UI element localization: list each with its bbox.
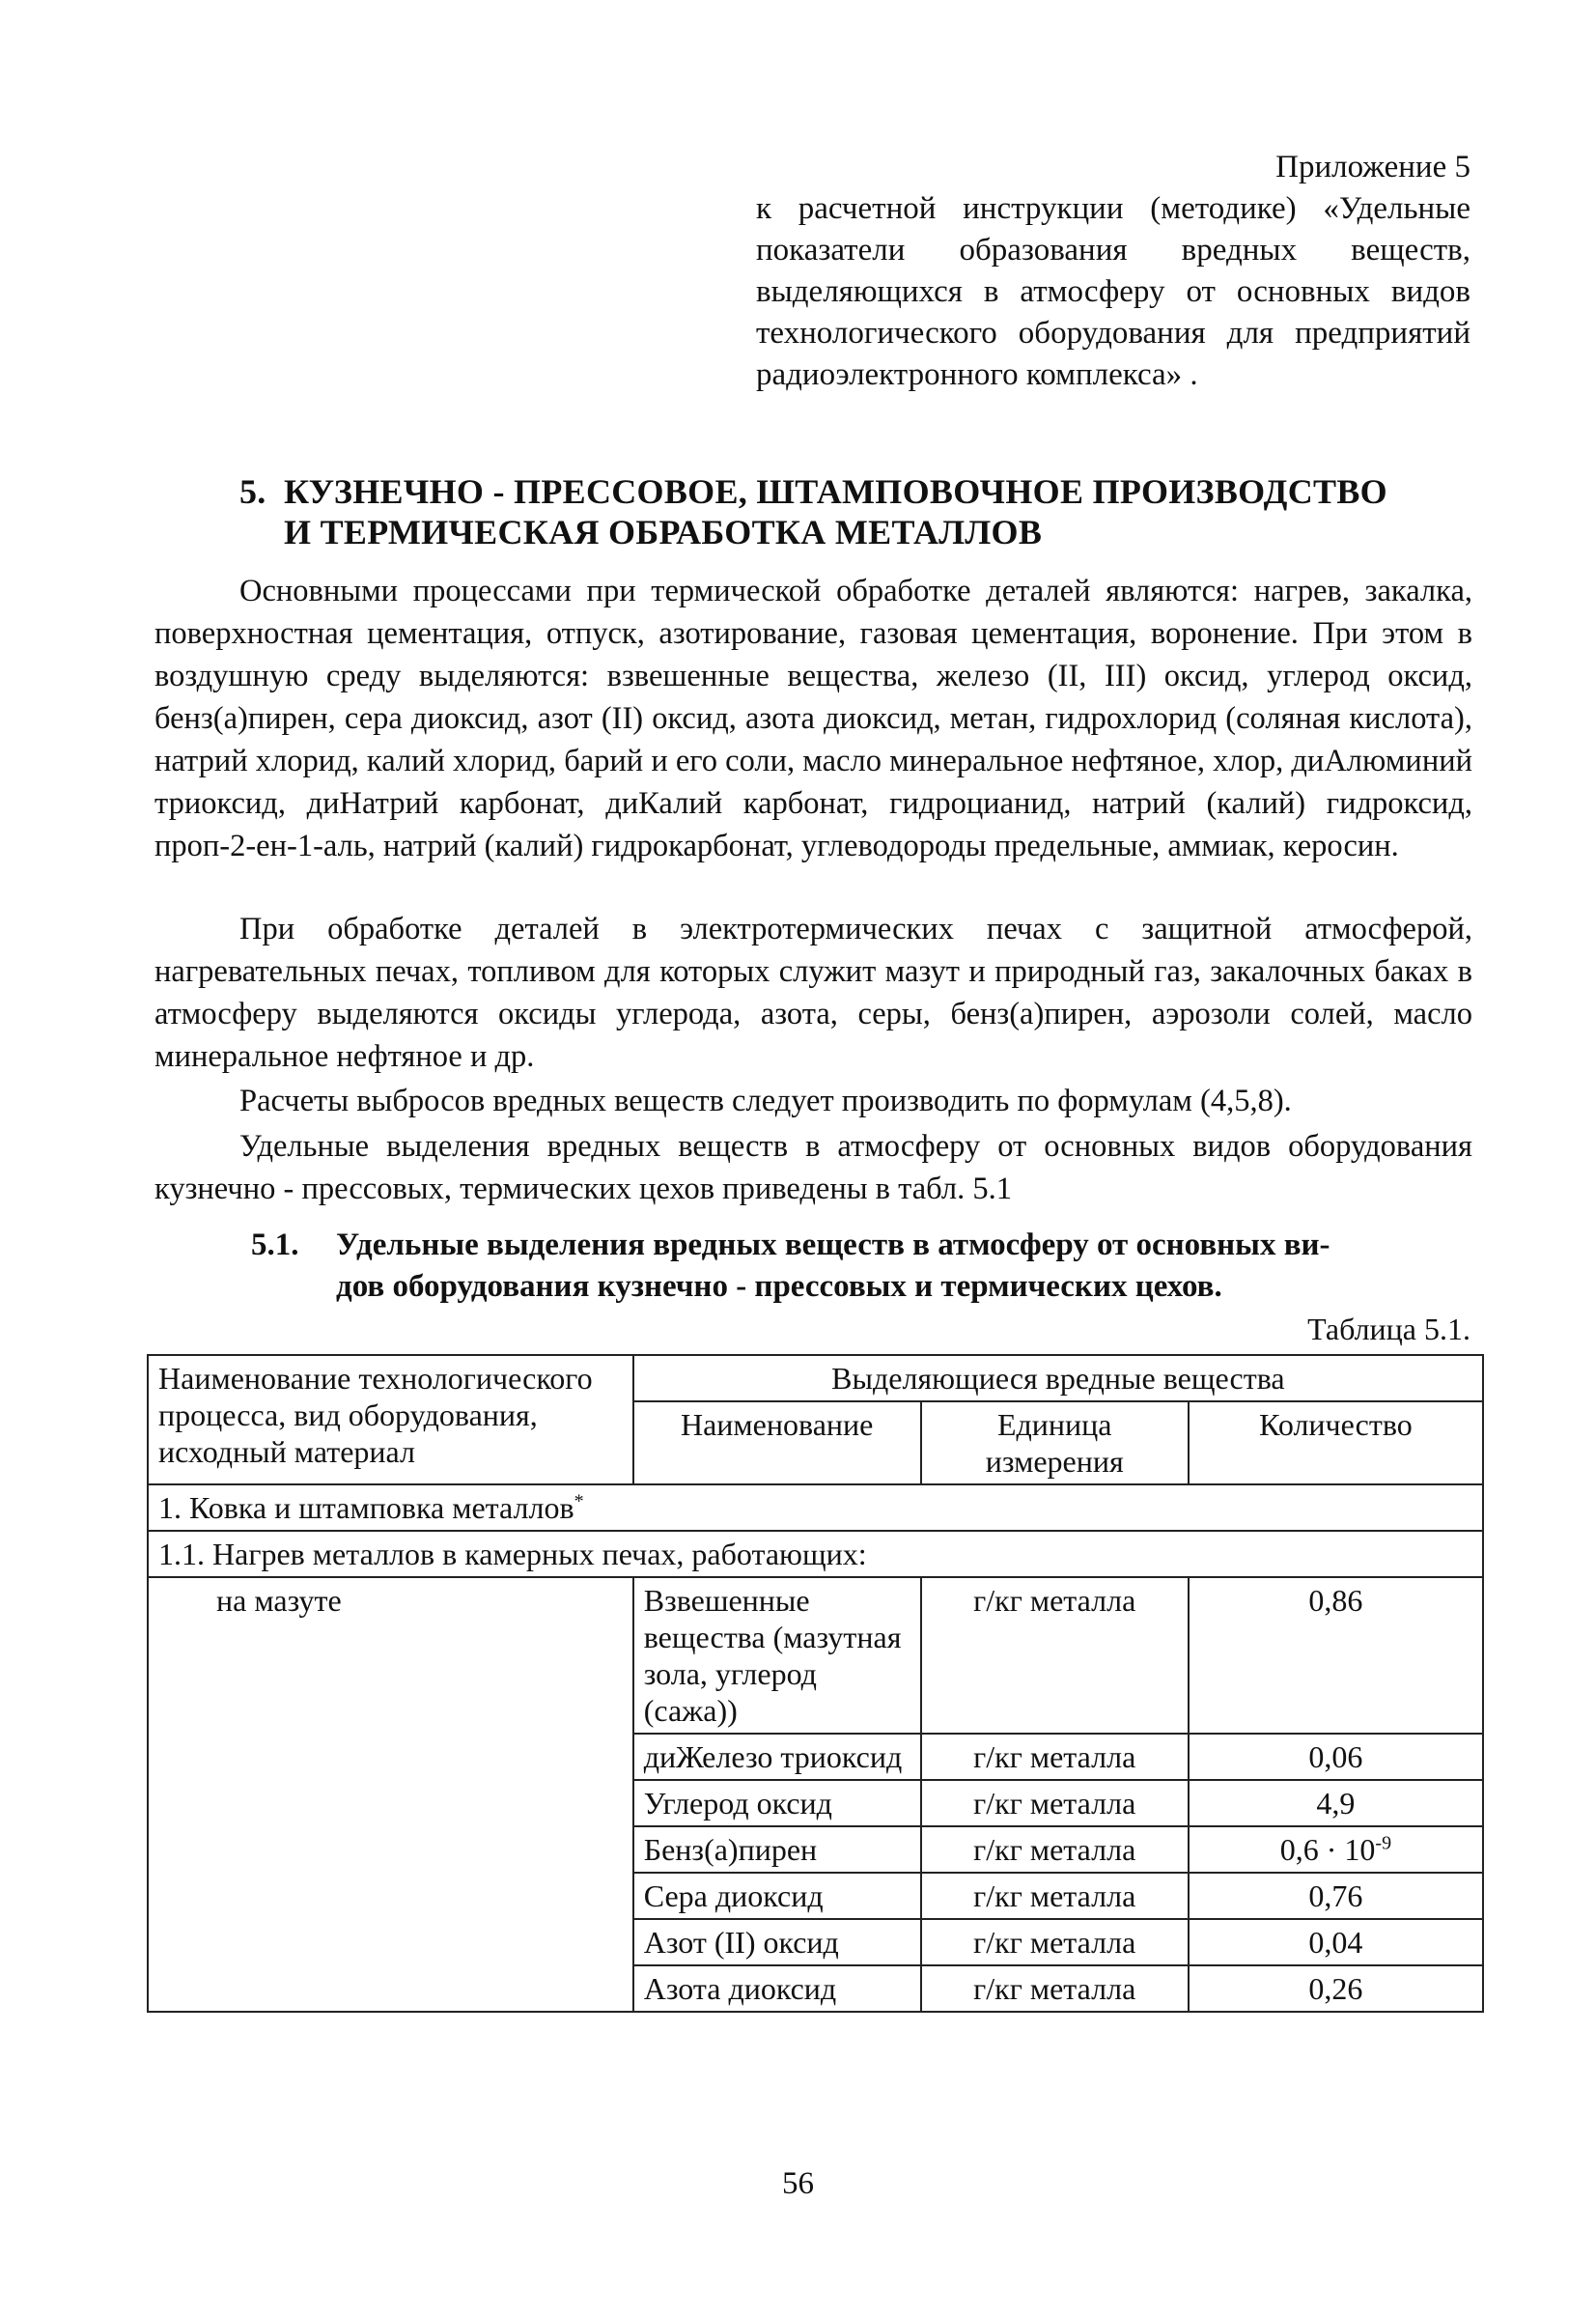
substance-name: Азот (II) оксид bbox=[633, 1919, 921, 1965]
substance-name: Углерод оксид bbox=[633, 1780, 921, 1826]
process-cell: на мазуте bbox=[148, 1577, 633, 2012]
unit-cell: г/кг металла bbox=[921, 1734, 1189, 1780]
section-title-line2: И ТЕРМИЧЕСКАЯ ОБРАБОТКА МЕТАЛЛОВ bbox=[284, 513, 1043, 551]
header-unit: Единица измерения bbox=[921, 1401, 1189, 1484]
emissions-table bbox=[147, 1354, 1484, 2013]
amount-mantissa: 0,6 · 10 bbox=[1279, 1832, 1376, 1867]
table-header-row bbox=[148, 1355, 1483, 1401]
amount-cell: 0,86 bbox=[1189, 1577, 1483, 1734]
paragraph: Основными процессами при термической обработке деталей являются: нагрев, закалка, поверхностная цементация, отпуск, азотирование, газовая цементация, воронение. При этом в воздушную среду выделяются: взвешенные вещества, железо (II, III) оксид, углерод оксид, бенз(а)пирен, сера диоксид, азот (II) оксид, азота диоксид, метан, гидрохлорид (соляная кислота), натрий хлорид, калий хлорид, барий и его соли, масло минеральное нефтяное, хлор, диАлюминий триоксид, диНатрий карбонат, диКалий карбонат, гидроцианид, натрий (калий) гидроксид, проп-2-ен-1-аль, натрий (калий) гидрокарбонат, углеводороды предельные, аммиак, керосин. bbox=[154, 574, 1472, 863]
amount-exponent: -9 bbox=[1375, 1832, 1392, 1854]
table-row bbox=[148, 1577, 1483, 1734]
paragraph: Удельные выделения вредных веществ в атмосферу от основных видов оборудования кузнечно - прессовых, термических цехов приведены в табл. 5.1 bbox=[154, 1129, 1472, 1206]
substance-name: диЖелезо триоксид bbox=[633, 1734, 921, 1780]
subsection-title-line1: Удельные выделения вредных веществ в атмосферу от основных ви- bbox=[336, 1228, 1330, 1262]
subsection-heading bbox=[251, 1225, 1443, 1308]
section-number: 5. bbox=[239, 472, 266, 511]
appendix-note bbox=[756, 147, 1470, 396]
amount-cell: 0,76 bbox=[1189, 1873, 1483, 1919]
amount-cell: 4,9 bbox=[1189, 1780, 1483, 1826]
section-row-text: 1. Ковка и штамповка металлов bbox=[158, 1490, 574, 1525]
appendix-label: Приложение 5 bbox=[1275, 150, 1470, 184]
paragraph: Расчеты выбросов вредных веществ следует производить по формулам (4,5,8). bbox=[239, 1084, 1292, 1118]
paragraph: При обработке деталей в электротермических печах с защитной атмосферой, нагревательных печах, топливом для которых служит мазут и природный газ, закалочных баках в атмосферу выделяются оксиды углерода, азота, серы, бенз(а)пирен, аэрозоли солей, масло минеральное нефтяное и др. bbox=[154, 912, 1472, 1074]
unit-cell: г/кг металла bbox=[921, 1965, 1189, 2012]
footnote-mark: * bbox=[574, 1490, 584, 1512]
subsection-row-text: 1.1. Нагрев металлов в камерных печах, работающих: bbox=[148, 1531, 1483, 1577]
unit-cell: г/кг металла bbox=[921, 1873, 1189, 1919]
unit-cell: г/кг металла bbox=[921, 1780, 1189, 1826]
header-name: Наименование bbox=[633, 1401, 921, 1484]
amount-cell: 0,06 bbox=[1189, 1734, 1483, 1780]
section-title-line1: КУЗНЕЧНО - ПРЕССОВОЕ, ШТАМПОВОЧНОЕ ПРОИЗВОДСТВО bbox=[284, 472, 1387, 511]
unit-cell: г/кг металла bbox=[921, 1826, 1189, 1873]
section-heading bbox=[239, 471, 1466, 552]
page-number: 56 bbox=[782, 2166, 814, 2201]
table-caption: Таблица 5.1. bbox=[1307, 1312, 1470, 1346]
header-process: Наименование технологического процесса, вид оборудования, исходный материал bbox=[148, 1355, 633, 1484]
appendix-text: к расчетной инструкции (методике) «Удельные показатели образования вредных веществ, выделяющихся в атмосферу от основных видов технологического оборудования для предприятий радиоэлектронного комплекса» . bbox=[756, 191, 1470, 392]
table-section-row bbox=[148, 1484, 1483, 1531]
subsection-number: 5.1. bbox=[251, 1228, 299, 1262]
subsection-title-line2: дов оборудования кузнечно - прессовых и термических цехов. bbox=[336, 1269, 1222, 1304]
amount-cell: 0,04 bbox=[1189, 1919, 1483, 1965]
substance-name: Азота диоксид bbox=[633, 1965, 921, 2012]
amount-cell bbox=[1189, 1826, 1483, 1873]
header-group: Выделяющиеся вредные вещества bbox=[633, 1355, 1483, 1401]
substance-name: Бенз(а)пирен bbox=[633, 1826, 921, 1873]
unit-cell: г/кг металла bbox=[921, 1577, 1189, 1734]
amount-cell: 0,26 bbox=[1189, 1965, 1483, 2012]
table-subsection-row bbox=[148, 1531, 1483, 1577]
unit-cell: г/кг металла bbox=[921, 1919, 1189, 1965]
substance-name: Сера диоксид bbox=[633, 1873, 921, 1919]
substance-name: Взвешенные вещества (мазутная зола, углерод (сажа)) bbox=[633, 1577, 921, 1734]
header-amount: Количество bbox=[1189, 1401, 1483, 1484]
